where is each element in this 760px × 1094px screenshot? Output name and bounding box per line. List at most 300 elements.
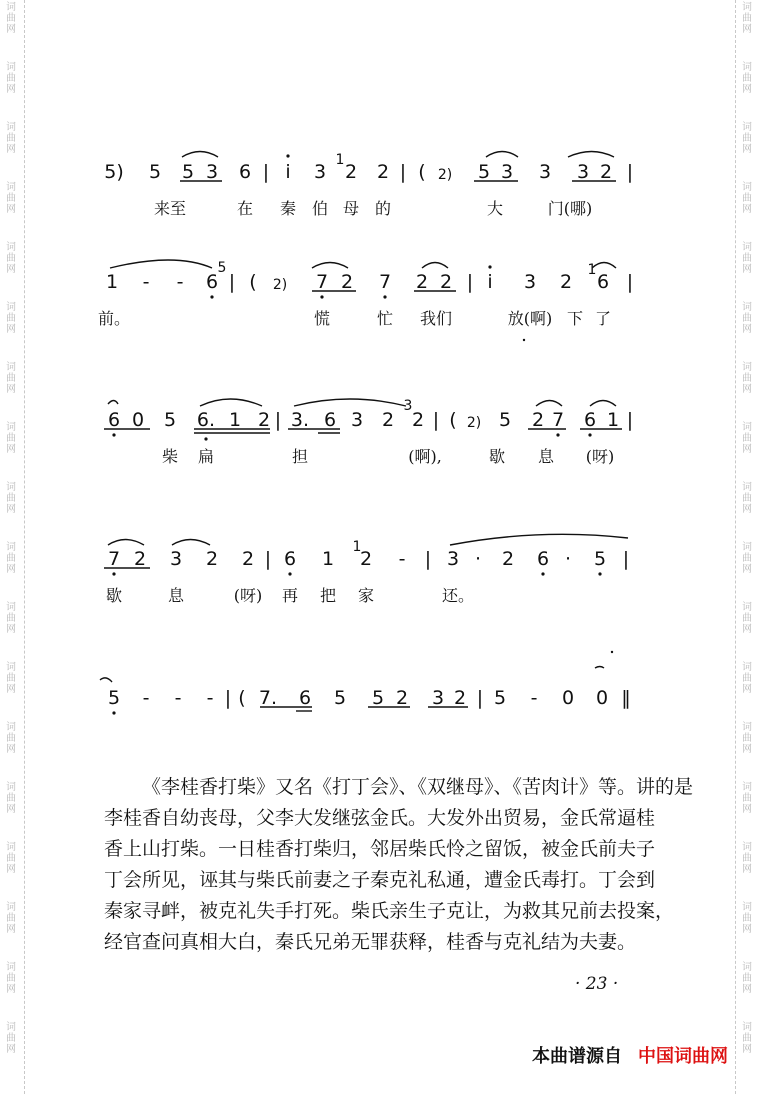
watermark-glyph: 网	[742, 324, 752, 335]
note: 5	[163, 409, 177, 431]
note: 6	[205, 271, 219, 293]
note: 3	[446, 548, 460, 570]
note: 5	[477, 161, 491, 183]
bar-line: |	[626, 409, 634, 431]
watermark-glyph: 词	[742, 482, 752, 493]
watermark-glyph: 词	[6, 362, 16, 373]
note: 3.	[290, 409, 310, 431]
description-line: 经官查问真相大白，秦氏兄弟无罪获释，桂香与克礼结为夫妻。	[104, 931, 637, 953]
watermark-glyph: 网	[6, 264, 16, 275]
bar-line: |	[622, 548, 630, 570]
watermark-glyph: 曲	[6, 853, 16, 864]
watermark-glyph: 曲	[6, 373, 16, 384]
watermark-glyphs	[740, 422, 754, 455]
lyric: 歇	[105, 586, 123, 605]
page-number: · 23 ·	[575, 974, 619, 994]
watermark-glyph: 词	[6, 842, 16, 853]
note: -	[206, 687, 214, 709]
watermark-glyph: 曲	[6, 553, 16, 564]
lyric: 前。	[97, 309, 131, 328]
watermark-glyph: 词	[742, 542, 752, 553]
watermark-glyph: 词	[742, 722, 752, 733]
watermark-glyph: 词	[6, 782, 16, 793]
note: 2	[241, 548, 255, 570]
score-line-3	[100, 398, 640, 436]
note: 3	[205, 161, 219, 183]
watermark-glyph: 曲	[6, 73, 16, 84]
final-bar-line: ‖	[621, 687, 631, 709]
note: 2	[453, 687, 467, 709]
watermark-glyph: 曲	[6, 433, 16, 444]
lyric-line-2	[97, 306, 640, 330]
watermark-glyphs	[740, 62, 754, 95]
note: (	[249, 271, 257, 293]
slur-mark	[486, 152, 518, 158]
lyric: 的	[374, 199, 392, 218]
watermark-glyph: 网	[6, 84, 16, 95]
watermark-glyph: 曲	[6, 313, 16, 324]
lyric: (呀)	[233, 586, 263, 605]
note: 2	[411, 409, 425, 431]
lyric: 了	[594, 309, 612, 328]
source-credit	[532, 1042, 728, 1068]
note: -	[142, 687, 150, 709]
note: 3	[313, 161, 327, 183]
bar-line: |	[274, 409, 282, 431]
watermark-glyph: 网	[742, 624, 752, 635]
watermark-glyph: 网	[6, 984, 16, 995]
watermark-glyph: 曲	[742, 373, 752, 384]
note: 2	[344, 161, 358, 183]
lyric: 扁	[197, 447, 215, 466]
slur-mark	[294, 399, 406, 406]
watermark-glyphs	[740, 182, 754, 215]
watermark-glyphs	[740, 482, 754, 515]
lyric: 我们	[419, 309, 453, 328]
watermark-glyphs	[4, 422, 18, 455]
note: 5	[181, 161, 195, 183]
octave-dot	[204, 437, 207, 440]
grace-note: 1	[335, 152, 345, 168]
description-paragraph	[104, 772, 694, 958]
watermark-glyph: 网	[6, 744, 16, 755]
lyric: 放(啊)	[507, 309, 553, 328]
watermark-glyph: 词	[6, 482, 16, 493]
note: 6	[583, 409, 597, 431]
note: i	[487, 271, 493, 293]
watermark-glyphs	[740, 962, 754, 995]
slur-mark	[450, 534, 628, 545]
bar-line: |	[262, 161, 270, 183]
note: 1	[606, 409, 620, 431]
note: 0	[561, 687, 575, 709]
watermark-glyphs	[740, 782, 754, 815]
watermark-glyph: 网	[6, 1044, 16, 1055]
watermark-glyphs	[4, 2, 18, 35]
note: i	[285, 161, 291, 183]
note: ·	[474, 548, 482, 570]
watermark-glyph: 曲	[742, 913, 752, 924]
bar-line: |	[432, 409, 440, 431]
watermark-glyph: 词	[6, 1022, 16, 1033]
watermark-glyph: 网	[6, 24, 16, 35]
note: 2	[381, 409, 395, 431]
watermark-glyph: 网	[6, 444, 16, 455]
watermark-glyphs	[4, 722, 18, 755]
lyric: (呀)	[585, 447, 615, 466]
watermark-glyph: 词	[6, 2, 16, 13]
watermark-glyph: 网	[742, 564, 752, 575]
note: 5	[498, 409, 512, 431]
bar-line: |	[424, 548, 432, 570]
watermark-glyphs	[740, 242, 754, 275]
watermark-glyphs	[740, 542, 754, 575]
watermark-glyphs	[4, 302, 18, 335]
watermark-glyph: 网	[742, 744, 752, 755]
watermark-glyph: 网	[742, 264, 752, 275]
watermark-glyph: 曲	[6, 133, 16, 144]
watermark-glyphs	[740, 302, 754, 335]
note: 3	[350, 409, 364, 431]
note: 5	[333, 687, 347, 709]
note: (	[418, 161, 426, 183]
watermark-glyph: 曲	[6, 913, 16, 924]
watermark-glyph: 曲	[742, 973, 752, 984]
note: 6	[536, 548, 550, 570]
watermark-glyphs	[4, 782, 18, 815]
lyric: 秦	[279, 199, 297, 218]
note: 2	[376, 161, 390, 183]
note: 2	[501, 548, 515, 570]
lyric: 伯	[311, 199, 329, 218]
lyric: 下	[566, 309, 584, 328]
watermark-glyphs	[740, 662, 754, 695]
watermark-glyph: 网	[742, 84, 752, 95]
watermark-glyph: 曲	[6, 613, 16, 624]
stray-mark	[523, 339, 525, 341]
watermark-glyph: 网	[742, 804, 752, 815]
description-line: 秦家寻衅，被克礼失手打死。柴氏亲生子克让，为救其兄前去投案，	[104, 900, 675, 922]
watermark-glyph: 网	[742, 444, 752, 455]
watermark-glyph: 网	[6, 684, 16, 695]
slur-mark	[568, 152, 614, 158]
score-line-1	[100, 152, 640, 188]
bar-line: |	[466, 271, 474, 293]
lyric: 母	[342, 199, 360, 218]
watermark-glyphs	[740, 2, 754, 35]
watermark-glyph: 词	[6, 662, 16, 673]
note: -	[174, 687, 182, 709]
watermark-glyph: 词	[742, 302, 752, 313]
note: 6	[283, 548, 297, 570]
watermark-glyph: 网	[6, 144, 16, 155]
lyric: 歇	[488, 447, 506, 466]
watermark-glyph: 网	[742, 864, 752, 875]
watermark-glyph: 词	[742, 1022, 752, 1033]
slur-mark	[595, 667, 604, 669]
watermark-glyph: 曲	[742, 253, 752, 264]
watermark-glyph: 词	[6, 62, 16, 73]
watermark-glyph: 曲	[742, 853, 752, 864]
lyric: 门(哪)	[547, 199, 593, 218]
watermark-glyph: 词	[6, 302, 16, 313]
watermark-glyph: 网	[6, 384, 16, 395]
note: 2	[133, 548, 147, 570]
watermark-glyph: 曲	[6, 733, 16, 744]
note: 2	[599, 161, 613, 183]
note: -	[142, 271, 150, 293]
watermark-glyphs	[4, 962, 18, 995]
note: 3	[169, 548, 183, 570]
watermark-glyph: 曲	[742, 1033, 752, 1044]
watermark-glyph: 词	[742, 122, 752, 133]
slur-mark	[200, 399, 262, 406]
note: 1	[228, 409, 242, 431]
slur-mark	[110, 260, 212, 268]
watermark-glyph: 曲	[6, 1033, 16, 1044]
watermark-glyphs	[4, 842, 18, 875]
watermark-glyphs	[740, 722, 754, 755]
watermark-glyph: 词	[6, 962, 16, 973]
grace-note: 5	[217, 260, 227, 276]
watermark-glyphs	[740, 362, 754, 395]
watermark-glyph: 网	[6, 804, 16, 815]
watermark-glyph: 曲	[742, 73, 752, 84]
lyric: (啊),	[408, 447, 442, 466]
lyric: 还。	[441, 586, 475, 605]
note: 7	[107, 548, 121, 570]
note: 6.	[196, 409, 216, 431]
left-margin-watermark	[0, 0, 25, 1094]
watermark-glyph: 网	[742, 384, 752, 395]
watermark-glyph: 网	[742, 144, 752, 155]
lyric: 把	[319, 586, 337, 605]
note: 5	[371, 687, 385, 709]
watermark-glyph: 词	[6, 182, 16, 193]
watermark-glyph: 词	[742, 902, 752, 913]
description-line: 丁会所见，诬其与柴氏前妻之子秦克礼私通，遭金氏毒打。丁会到	[104, 869, 656, 891]
watermark-glyph: 网	[742, 24, 752, 35]
description-line: 《李桂香打柴》又名《打丁会》、《双继母》、《苦肉计》等。讲的是	[142, 776, 694, 798]
watermark-glyph: 词	[6, 602, 16, 613]
bar-line: |	[626, 271, 634, 293]
watermark-glyphs	[740, 842, 754, 875]
lyric: 来至	[153, 199, 187, 218]
watermark-glyph: 网	[6, 564, 16, 575]
watermark-glyphs	[740, 1022, 754, 1055]
slur-mark	[108, 401, 118, 405]
watermark-glyph: 词	[742, 62, 752, 73]
watermark-glyph: 曲	[6, 253, 16, 264]
note: 7.	[258, 687, 278, 709]
bar-line: |	[476, 687, 484, 709]
watermark-glyph: 曲	[6, 673, 16, 684]
note: 1	[321, 548, 335, 570]
source-site[interactable]: 中国词曲网	[638, 1046, 728, 1067]
note: 0	[131, 409, 145, 431]
watermark-glyph: 网	[742, 1044, 752, 1055]
note: ·	[564, 548, 572, 570]
watermark-glyph: 网	[742, 684, 752, 695]
watermark-glyph: 曲	[6, 973, 16, 984]
grace-note: 3	[403, 398, 413, 414]
note: 2	[205, 548, 219, 570]
note: 2	[415, 271, 429, 293]
note: 3	[538, 161, 552, 183]
watermark-glyph: 网	[6, 624, 16, 635]
watermark-glyphs	[740, 122, 754, 155]
note: 6	[298, 687, 312, 709]
watermark-glyph: 曲	[6, 13, 16, 24]
note: 5	[148, 161, 162, 183]
note: 3	[523, 271, 537, 293]
note: (	[238, 687, 246, 709]
right-margin-watermark	[735, 0, 760, 1094]
watermark-glyph: 词	[742, 422, 752, 433]
note: 3	[431, 687, 445, 709]
watermark-glyphs	[4, 902, 18, 935]
lyric-line-1	[100, 196, 640, 220]
note: 6	[238, 161, 252, 183]
note: 2)	[272, 277, 288, 293]
watermark-glyphs	[740, 602, 754, 635]
watermark-glyph: 曲	[742, 433, 752, 444]
note: 2	[531, 409, 545, 431]
grace-note: 1	[352, 539, 362, 555]
note: 6	[107, 409, 121, 431]
watermark-glyph: 网	[6, 864, 16, 875]
lyric: 大	[486, 199, 504, 218]
watermark-glyph: 词	[742, 782, 752, 793]
watermark-glyph: 曲	[742, 133, 752, 144]
source-label: 本曲谱源自	[532, 1046, 622, 1067]
watermark-glyph: 词	[742, 242, 752, 253]
description-line: 香上山打柴。一日桂香打柴归，邻居柴氏怜之留饭，被金氏前夫子	[104, 838, 656, 860]
bar-line: |	[399, 161, 407, 183]
note: 6	[323, 409, 337, 431]
note: 0	[595, 687, 609, 709]
watermark-glyph: 曲	[6, 493, 16, 504]
watermark-glyph: 曲	[742, 733, 752, 744]
score-line-2	[100, 260, 640, 298]
note: 7	[315, 271, 329, 293]
lyric: 息	[167, 586, 185, 605]
description-line: 李桂香自幼丧母，父李大发继弦金氏。大发外出贸易，金氏常逼桂	[104, 807, 656, 829]
watermark-glyph: 词	[6, 422, 16, 433]
watermark-glyphs	[4, 242, 18, 275]
note: 7	[378, 271, 392, 293]
watermark-glyph: 网	[6, 204, 16, 215]
note: 7	[551, 409, 565, 431]
note: 3	[576, 161, 590, 183]
watermark-glyphs	[740, 902, 754, 935]
note: 2	[340, 271, 354, 293]
note: -	[176, 271, 184, 293]
stray-mark	[611, 651, 613, 653]
lyric: 忙	[376, 309, 394, 328]
watermark-glyphs	[4, 182, 18, 215]
watermark-glyph: 曲	[742, 613, 752, 624]
note: 2	[257, 409, 271, 431]
lyric: 息	[537, 447, 555, 466]
watermark-glyph: 词	[742, 602, 752, 613]
note: -	[530, 687, 538, 709]
watermark-glyph: 曲	[6, 793, 16, 804]
watermark-glyph: 词	[6, 122, 16, 133]
bar-line: |	[626, 161, 634, 183]
lyric-line-4	[100, 583, 640, 607]
watermark-glyph: 词	[6, 542, 16, 553]
watermark-glyph: 词	[742, 182, 752, 193]
note: 5)	[104, 161, 124, 183]
watermark-glyph: 曲	[742, 673, 752, 684]
watermark-glyphs	[4, 482, 18, 515]
watermark-glyph: 网	[742, 204, 752, 215]
note: 2	[359, 548, 373, 570]
watermark-glyph: 曲	[742, 553, 752, 564]
note: 5	[107, 687, 121, 709]
watermark-glyph: 词	[6, 722, 16, 733]
note: 2	[395, 687, 409, 709]
watermark-glyphs	[4, 542, 18, 575]
watermark-glyph: 词	[742, 962, 752, 973]
watermark-glyph: 词	[742, 662, 752, 673]
slur-mark	[182, 152, 218, 158]
note: 3	[500, 161, 514, 183]
watermark-glyph: 网	[742, 924, 752, 935]
watermark-glyph: 曲	[742, 313, 752, 324]
note: 6	[596, 271, 610, 293]
watermark-glyphs	[4, 662, 18, 695]
note: (	[449, 409, 457, 431]
watermark-glyphs	[4, 62, 18, 95]
note: -	[398, 548, 406, 570]
note: 5	[493, 687, 507, 709]
slur-mark	[100, 678, 112, 682]
bar-line: |	[228, 271, 236, 293]
lyric: 家	[357, 586, 375, 605]
watermark-glyphs	[4, 602, 18, 635]
watermark-glyphs	[4, 1022, 18, 1055]
watermark-glyphs	[4, 122, 18, 155]
grace-note: 1	[587, 262, 597, 278]
note: 5	[593, 548, 607, 570]
watermark-glyphs	[4, 362, 18, 395]
lyric: 在	[236, 199, 254, 218]
lyric-line-3	[100, 444, 640, 468]
watermark-glyph: 网	[6, 504, 16, 515]
watermark-glyph: 词	[6, 902, 16, 913]
watermark-glyph: 曲	[742, 793, 752, 804]
score-line-5	[100, 684, 640, 714]
lyric: 担	[291, 447, 309, 466]
watermark-glyph: 曲	[742, 13, 752, 24]
watermark-glyph: 网	[6, 324, 16, 335]
watermark-glyph: 网	[6, 924, 16, 935]
score-line-4	[100, 539, 640, 575]
watermark-glyph: 曲	[742, 493, 752, 504]
lyric: 柴	[161, 447, 179, 466]
lyric: 再	[281, 586, 299, 605]
note: 2)	[437, 167, 453, 183]
watermark-glyph: 词	[742, 362, 752, 373]
watermark-glyph: 曲	[6, 193, 16, 204]
bar-line: |	[264, 548, 272, 570]
note: 2	[559, 271, 573, 293]
watermark-glyph: 词	[6, 242, 16, 253]
watermark-glyph: 网	[742, 504, 752, 515]
watermark-glyph: 词	[742, 2, 752, 13]
